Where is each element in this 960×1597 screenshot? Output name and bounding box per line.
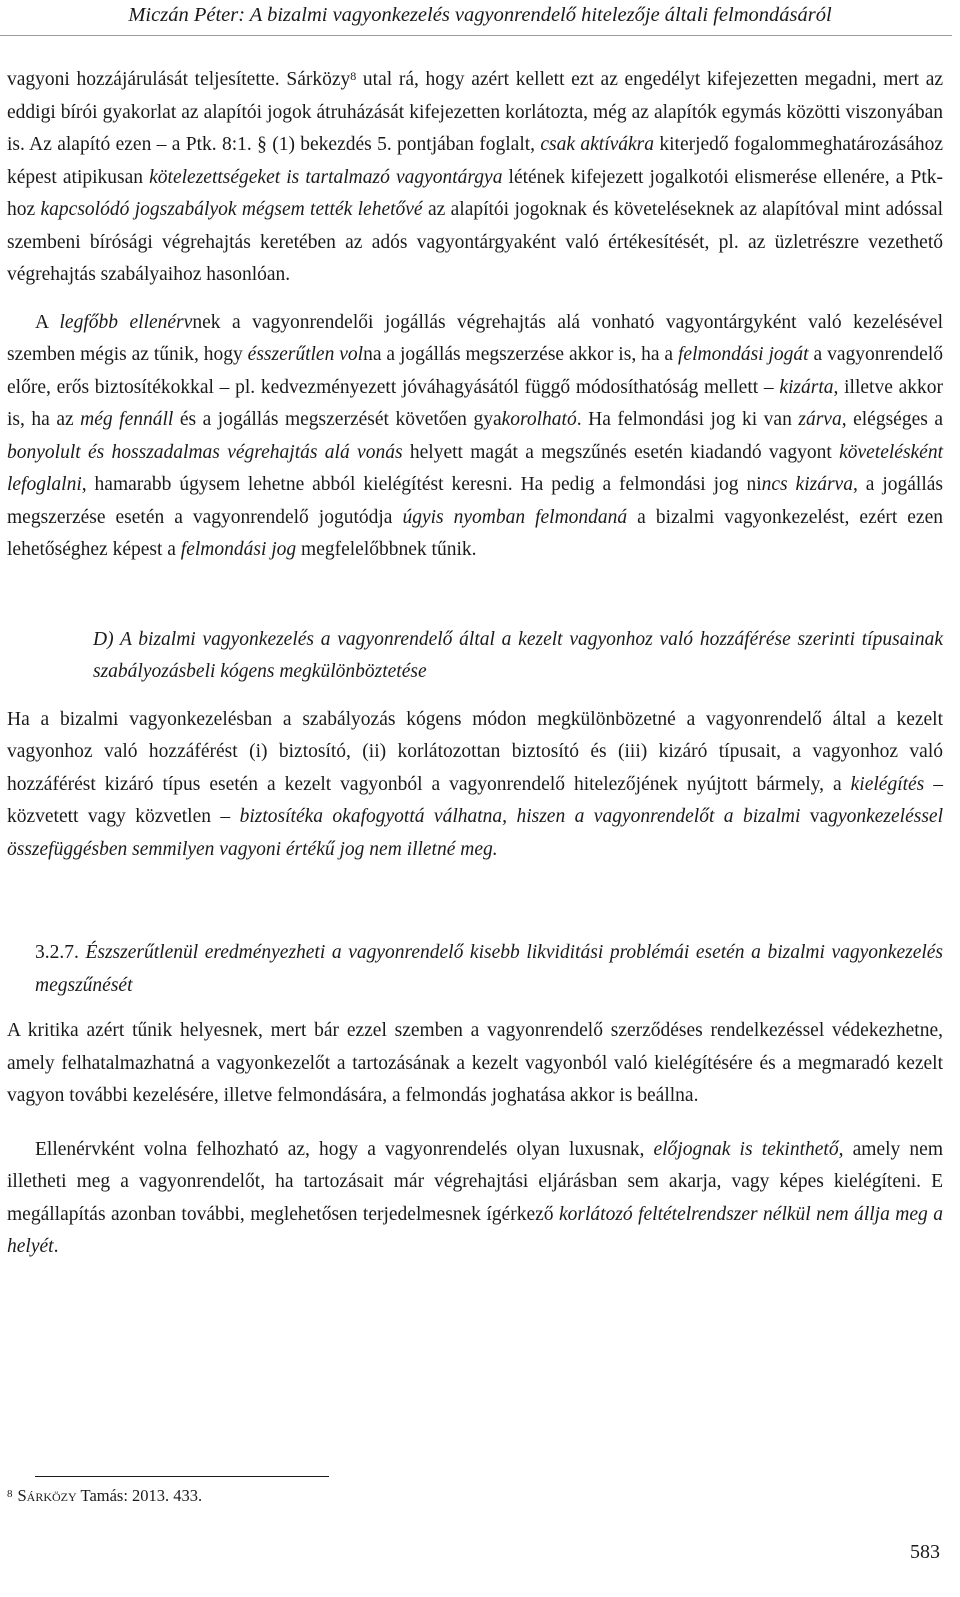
section-heading — [35, 936, 943, 1002]
section-number: 3.2.7. — [35, 942, 79, 963]
body-paragraph-2: A legfőbb ellenérvnek a vagyonrendelői jogállás végrehajtás alá vonható vagyontárgyként való kezelésével szemben mégis az tűnik, hogy ésszerűtlen volna a jogállás megszerzése akkor is, ha a felmondási jogát a vagyonrendelő előre, erős biztosítékokkal – pl. kedvezményezett jóváhagyásától függő módosíthatóság mellett – kizárta, illetve akkor is, ha az még fennáll és a jogállás megszerzését követően gyakorolható. Ha felmondási jog ki van zárva, elégséges a bonyolult és hosszadalmas végrehajtás alá vonás helyett magát a megszűnés esetén kiadandó vagyont követelésként lefoglalni, hamarabb úgysem lehetne abból kielégítést keresni. Ha pedig a felmondási jog nincs kizárva, a jogállás megszerzése esetén a vagyonrendelő jogutódja úgyis nyomban felmondaná a bizalmi vagyonkezelést, ezért ezen lehetőséghez képest a felmondási jog megfelelőbbnek tűnik. — [7, 311, 944, 560]
body-paragraph-5: Ellenérvként volna felhozható az, hogy a vagyonrendelés olyan luxusnak, előjognak is tekinthető, amely nem illetheti meg a vagyonrendelőt, ha tartozásait már végrehajtási eljárásban sem akarja, vagy képes kielégíteni. E megállapítás azonban további, meglehetősen terjedelmesnek ígérkező korlátozó feltételrendszer nélkül nem állja meg a helyét. — [7, 1138, 944, 1257]
running-header: Miczán Péter: A bizalmi vagyonkezelés vagyonrendelő hitelezője általi felmondásáról — [128, 4, 832, 26]
section-title: Észszerűtlenül eredményezheti a vagyonrendelő kisebb likviditási problémái esetén a bizalmi vagyonkezelés megszűnését — [35, 942, 944, 996]
body-paragraph-1: vagyoni hozzájárulását teljesítette. Sárközy$^8$ utal rá, hogy azért kellett ezt az engedélyt kifejezetten megadni, mert az eddigi bírói gyakorlat az alapítói jogok átruházását kifejezetten korlátozta, még az alapítók egymás közötti viszonyában is. Az alapító ezen – a Ptk. 8:1. § (1) bekezdés 5. pontjában foglalt, csak aktívákra kiterjedő fogalommeghatározásához képest atipikusan kötelezettségeket is tartalmazó vagyontárgya létének kifejezett jogalkotói elismerése ellenére, a Ptk-hoz kapcsolódó jogszabályok mégsem tették lehetővé az alapítói jogoknak és követeléseknek az alapítóval mint adóssal szembeni bírósági végrehajtás keretében az adós vagyontárgyaként való értékesítését, pl. az üzletrészre vezethető végrehajtás szabályaihoz hasonlóan. — [7, 69, 944, 285]
footnote-number: 8 — [7, 1488, 13, 1500]
body-paragraph-4: A kritika azért tűnik helyesnek, mert bár ezzel szemben a vagyonrendelő szerződéses rendelkezéssel védekezhetne, amely felhatalmazhatná a vagyonkezelőt a tartozásának a kezelt vagyonból való kielégítésére és a megmaradó kezelt vagyon további kezelésére, illetve felmondására, a felmondás joghatása akkor is beállna. — [7, 1020, 943, 1106]
page-body — [7, 64, 943, 1264]
subheading-d: D) A bizalmi vagyonkezelés a vagyonrendelő által a kezelt vagyonhoz való hozzáférése szerinti típusainak szabályozásbeli kógens megkülönböztetése — [93, 628, 943, 682]
header-rule — [0, 35, 952, 36]
page-number: 583 — [910, 1541, 940, 1563]
footnote-text: Tamás: 2013. 433. — [76, 1486, 203, 1505]
footnote-author: Sárközy — [17, 1486, 77, 1505]
footnote — [7, 1484, 202, 1508]
footnote-reference[interactable]: 8 — [350, 69, 357, 83]
footnote-separator — [35, 1476, 329, 1477]
body-paragraph-3: Ha a bizalmi vagyonkezelésban a szabályozás kógens módon megkülönbözetné a vagyonrendelő által a kezelt vagyonhoz való hozzáférést (i) biztosító, (ii) korlátozottan biztosító és (iii) kizáró típusait, a vagyonhoz való hozzáférést kizáró típus esetén a kezelt vagyonból a vagyonrendelő hitelezőjének nyújtott bármely, a kielégítés – közvetett vagy közvetlen – biztosítéka okafogyottá válhatna, hiszen a vagyonrendelőt a bizalmi vagyonkezeléssel összefüggésben semmilyen vagyoni értékű jog nem illetné meg. — [7, 708, 944, 860]
